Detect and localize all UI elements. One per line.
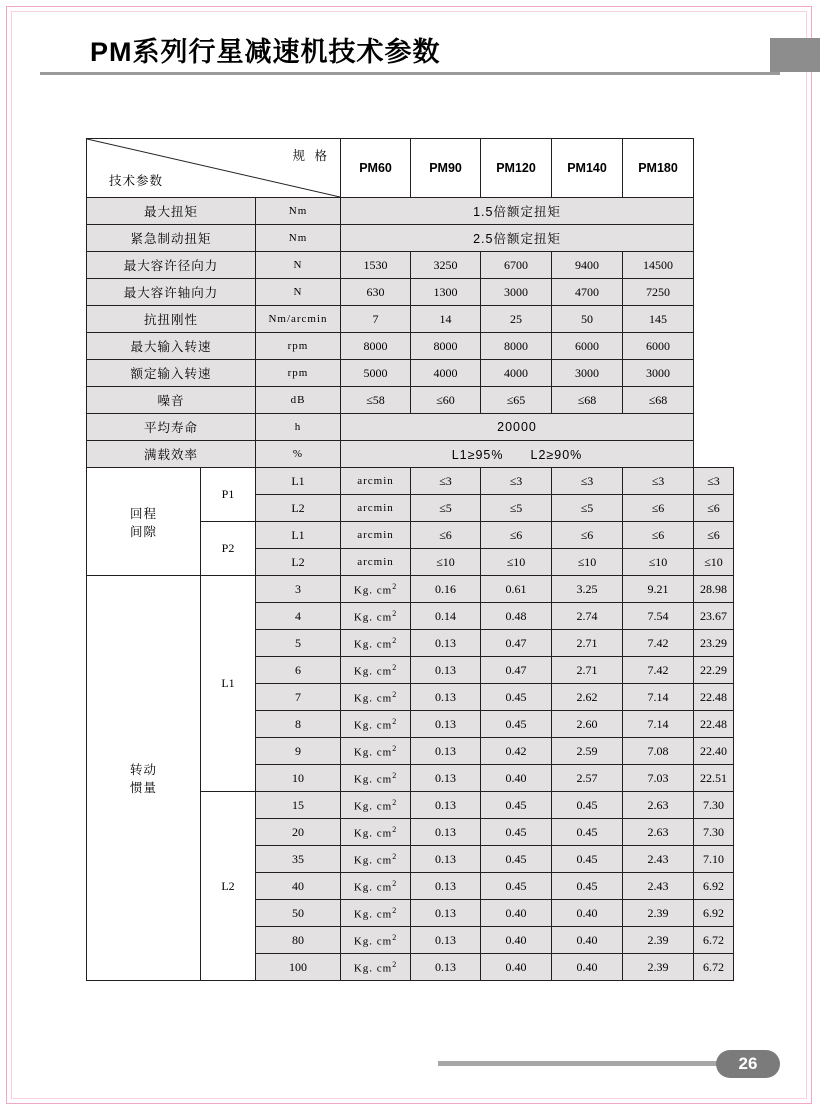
backlash-value: ≤10 [411, 549, 481, 576]
inertia-value: 0.61 [481, 576, 552, 603]
inertia-value: 0.45 [481, 792, 552, 819]
backlash-unit: arcmin [341, 495, 411, 522]
inertia-value: 2.71 [552, 630, 623, 657]
param-value: ≤60 [411, 387, 481, 414]
param-value: 6700 [481, 252, 552, 279]
backlash-value: ≤3 [411, 468, 481, 495]
backlash-value: ≤5 [411, 495, 481, 522]
inertia-value: 0.16 [411, 576, 481, 603]
inertia-value: 0.13 [411, 819, 481, 846]
inertia-value: 0.48 [481, 603, 552, 630]
inertia-unit: Kg. $cm^2$ [341, 873, 411, 900]
table-row [87, 576, 734, 603]
param-value: 7250 [623, 279, 694, 306]
param-value: 1530 [341, 252, 411, 279]
param-value: 9400 [552, 252, 623, 279]
inertia-value: 0.40 [552, 927, 623, 954]
inertia-value: 7.42 [623, 657, 694, 684]
inertia-value: 2.39 [623, 900, 694, 927]
table-row [87, 279, 734, 306]
table-corner-header [87, 139, 341, 198]
inertia-ratio: 40 [256, 873, 341, 900]
param-value: ≤68 [552, 387, 623, 414]
model-header-PM120: PM120 [481, 139, 552, 198]
inertia-ratio: 80 [256, 927, 341, 954]
inertia-unit: Kg. $cm^2$ [341, 630, 411, 657]
backlash-value: ≤6 [481, 522, 552, 549]
inertia-value: 0.13 [411, 873, 481, 900]
inertia-value: 7.30 [694, 792, 734, 819]
inertia-value: 2.63 [623, 819, 694, 846]
inertia-value: 0.45 [552, 792, 623, 819]
backlash-stage: L2 [256, 495, 341, 522]
inertia-ratio: 4 [256, 603, 341, 630]
param-value: 145 [623, 306, 694, 333]
inertia-value: 7.30 [694, 819, 734, 846]
inertia-value: 0.13 [411, 846, 481, 873]
spec-table [86, 138, 734, 981]
backlash-value: ≤6 [623, 522, 694, 549]
inertia-value: 2.39 [623, 954, 694, 981]
inertia-value: 23.29 [694, 630, 734, 657]
inertia-ratio: 15 [256, 792, 341, 819]
table-row [87, 139, 734, 198]
table-row [87, 387, 734, 414]
table-row [87, 441, 734, 468]
backlash-value: ≤5 [481, 495, 552, 522]
param-value: 4000 [411, 360, 481, 387]
backlash-group-P1: P1 [201, 468, 256, 522]
inertia-value: 0.13 [411, 792, 481, 819]
inertia-value: 7.54 [623, 603, 694, 630]
backlash-value: ≤6 [694, 522, 734, 549]
table-row [87, 225, 734, 252]
table-row [87, 414, 734, 441]
inertia-value: 28.98 [694, 576, 734, 603]
backlash-label: 回程 间隙 [87, 468, 201, 576]
inertia-value: 22.51 [694, 765, 734, 792]
backlash-value: ≤6 [552, 522, 623, 549]
inertia-value: 0.13 [411, 927, 481, 954]
header-rule [40, 72, 780, 75]
backlash-stage: L1 [256, 522, 341, 549]
backlash-value: ≤3 [552, 468, 623, 495]
page-header [40, 22, 780, 74]
param-name: 额定输入转速 [87, 360, 256, 387]
inertia-value: 0.45 [481, 873, 552, 900]
param-unit: N [256, 279, 341, 306]
param-name: 抗扭刚性 [87, 306, 256, 333]
inertia-value: 0.13 [411, 900, 481, 927]
header-block-decor [770, 38, 820, 72]
inertia-value: 7.14 [623, 711, 694, 738]
inertia-group-L2: L2 [201, 792, 256, 981]
inertia-value: 0.42 [481, 738, 552, 765]
model-header-PM90: PM90 [411, 139, 481, 198]
inertia-unit: Kg. $cm^2$ [341, 765, 411, 792]
inertia-value: 7.42 [623, 630, 694, 657]
param-name: 平均寿命 [87, 414, 256, 441]
param-unit: Nm/arcmin [256, 306, 341, 333]
param-value: 3000 [623, 360, 694, 387]
param-unit: dB [256, 387, 341, 414]
inertia-value: 6.72 [694, 954, 734, 981]
inertia-value: 0.13 [411, 684, 481, 711]
inertia-value: 0.47 [481, 657, 552, 684]
inertia-value: 2.74 [552, 603, 623, 630]
inertia-ratio: 3 [256, 576, 341, 603]
backlash-value: ≤6 [411, 522, 481, 549]
model-header-PM140: PM140 [552, 139, 623, 198]
inertia-unit: Kg. $cm^2$ [341, 576, 411, 603]
backlash-stage: L2 [256, 549, 341, 576]
param-value: 3000 [481, 279, 552, 306]
param-value: ≤68 [623, 387, 694, 414]
param-unit: % [256, 441, 341, 468]
inertia-unit: Kg. $cm^2$ [341, 738, 411, 765]
inertia-unit: Kg. $cm^2$ [341, 900, 411, 927]
inertia-value: 0.13 [411, 765, 481, 792]
param-value: 6000 [623, 333, 694, 360]
param-value: ≤65 [481, 387, 552, 414]
param-value: 8000 [411, 333, 481, 360]
inertia-value: 2.62 [552, 684, 623, 711]
param-value: 3250 [411, 252, 481, 279]
inertia-value: 0.45 [481, 846, 552, 873]
inertia-ratio: 5 [256, 630, 341, 657]
inertia-unit: Kg. $cm^2$ [341, 819, 411, 846]
param-value-span: 20000 [341, 414, 694, 441]
param-value-span: 1.5倍额定扭矩 [341, 198, 694, 225]
inertia-ratio: 9 [256, 738, 341, 765]
inertia-ratio: 7 [256, 684, 341, 711]
inertia-ratio: 35 [256, 846, 341, 873]
inertia-value: 0.13 [411, 711, 481, 738]
inertia-value: 2.60 [552, 711, 623, 738]
param-value: 14500 [623, 252, 694, 279]
param-unit: Nm [256, 225, 341, 252]
param-value: 8000 [341, 333, 411, 360]
model-header-PM60: PM60 [341, 139, 411, 198]
backlash-value: ≤3 [623, 468, 694, 495]
inertia-value: 2.57 [552, 765, 623, 792]
param-unit: rpm [256, 360, 341, 387]
spec-table-wrapper [86, 138, 734, 981]
inertia-value: 0.45 [481, 711, 552, 738]
table-row [87, 252, 734, 279]
param-value: 8000 [481, 333, 552, 360]
param-value: 4000 [481, 360, 552, 387]
inertia-value: 2.63 [623, 792, 694, 819]
backlash-unit: arcmin [341, 522, 411, 549]
param-value: 50 [552, 306, 623, 333]
inertia-value: 22.48 [694, 684, 734, 711]
inertia-unit: Kg. $cm^2$ [341, 927, 411, 954]
backlash-value: ≤10 [552, 549, 623, 576]
param-value: 5000 [341, 360, 411, 387]
page-number: 26 [738, 1054, 758, 1073]
param-unit: N [256, 252, 341, 279]
inertia-ratio: 50 [256, 900, 341, 927]
backlash-value: ≤6 [623, 495, 694, 522]
inertia-value: 0.14 [411, 603, 481, 630]
table-row [87, 306, 734, 333]
backlash-unit: arcmin [341, 549, 411, 576]
param-unit: rpm [256, 333, 341, 360]
param-label: 技术参数 [109, 174, 164, 188]
inertia-value: 6.92 [694, 873, 734, 900]
table-row [87, 333, 734, 360]
backlash-value: ≤6 [694, 495, 734, 522]
param-value-span: L1≥95% L2≥90% [341, 441, 694, 468]
param-name: 最大输入转速 [87, 333, 256, 360]
param-value: ≤58 [341, 387, 411, 414]
param-name: 紧急制动扭矩 [87, 225, 256, 252]
backlash-value: ≤10 [694, 549, 734, 576]
inertia-unit: Kg. $cm^2$ [341, 603, 411, 630]
param-name: 最大扭矩 [87, 198, 256, 225]
inertia-value: 7.10 [694, 846, 734, 873]
param-unit: Nm [256, 198, 341, 225]
param-name: 满载效率 [87, 441, 256, 468]
inertia-value: 0.13 [411, 738, 481, 765]
inertia-unit: Kg. $cm^2$ [341, 792, 411, 819]
inertia-unit: Kg. $cm^2$ [341, 954, 411, 981]
inertia-label: 转动 惯量 [87, 576, 201, 981]
inertia-unit: Kg. $cm^2$ [341, 846, 411, 873]
backlash-value: ≤10 [481, 549, 552, 576]
inertia-value: 2.43 [623, 846, 694, 873]
param-value-span: 2.5倍额定扭矩 [341, 225, 694, 252]
inertia-value: 0.13 [411, 630, 481, 657]
param-value: 4700 [552, 279, 623, 306]
param-name: 噪音 [87, 387, 256, 414]
inertia-value: 0.40 [481, 927, 552, 954]
inertia-value: 0.40 [552, 900, 623, 927]
inertia-value: 6.72 [694, 927, 734, 954]
param-value: 25 [481, 306, 552, 333]
backlash-unit: arcmin [341, 468, 411, 495]
param-value: 3000 [552, 360, 623, 387]
inertia-value: 2.71 [552, 657, 623, 684]
inertia-unit: Kg. $cm^2$ [341, 711, 411, 738]
table-row [87, 468, 734, 495]
model-header-PM180: PM180 [623, 139, 694, 198]
inertia-value: 7.03 [623, 765, 694, 792]
inertia-value: 23.67 [694, 603, 734, 630]
inertia-value: 0.47 [481, 630, 552, 657]
param-name: 最大容许径向力 [87, 252, 256, 279]
footer-bar [438, 1061, 738, 1066]
inertia-value: 0.13 [411, 954, 481, 981]
inertia-value: 0.40 [481, 765, 552, 792]
param-value: 1300 [411, 279, 481, 306]
inertia-value: 0.45 [552, 873, 623, 900]
inertia-value: 0.45 [552, 846, 623, 873]
inertia-ratio: 6 [256, 657, 341, 684]
inertia-value: 22.29 [694, 657, 734, 684]
param-value: 7 [341, 306, 411, 333]
inertia-value: 7.14 [623, 684, 694, 711]
inertia-value: 7.08 [623, 738, 694, 765]
inertia-value: 2.59 [552, 738, 623, 765]
inertia-group-L1: L1 [201, 576, 256, 792]
inertia-value: 0.13 [411, 657, 481, 684]
inertia-value: 0.45 [552, 819, 623, 846]
param-name: 最大容许轴向力 [87, 279, 256, 306]
table-row [87, 198, 734, 225]
backlash-group-P2: P2 [201, 522, 256, 576]
page-title: PM系列行星减速机技术参数 [90, 37, 441, 67]
inertia-ratio: 100 [256, 954, 341, 981]
backlash-value: ≤3 [481, 468, 552, 495]
inertia-value: 3.25 [552, 576, 623, 603]
backlash-value: ≤5 [552, 495, 623, 522]
table-row [87, 360, 734, 387]
inertia-value: 9.21 [623, 576, 694, 603]
param-value: 14 [411, 306, 481, 333]
inertia-value: 2.39 [623, 927, 694, 954]
inertia-unit: Kg. $cm^2$ [341, 684, 411, 711]
inertia-value: 6.92 [694, 900, 734, 927]
inertia-ratio: 8 [256, 711, 341, 738]
inertia-unit: Kg. $cm^2$ [341, 657, 411, 684]
param-value: 630 [341, 279, 411, 306]
inertia-value: 0.45 [481, 819, 552, 846]
inertia-ratio: 20 [256, 819, 341, 846]
inertia-value: 2.43 [623, 873, 694, 900]
inertia-value: 0.40 [481, 900, 552, 927]
inertia-value: 22.48 [694, 711, 734, 738]
spec-label: 规 格 [292, 149, 331, 163]
backlash-value: ≤3 [694, 468, 734, 495]
backlash-stage: L1 [256, 468, 341, 495]
backlash-value: ≤10 [623, 549, 694, 576]
inertia-value: 0.40 [552, 954, 623, 981]
inertia-value: 22.40 [694, 738, 734, 765]
inertia-value: 0.45 [481, 684, 552, 711]
param-unit: h [256, 414, 341, 441]
inertia-value: 0.40 [481, 954, 552, 981]
inertia-ratio: 10 [256, 765, 341, 792]
param-value: 6000 [552, 333, 623, 360]
